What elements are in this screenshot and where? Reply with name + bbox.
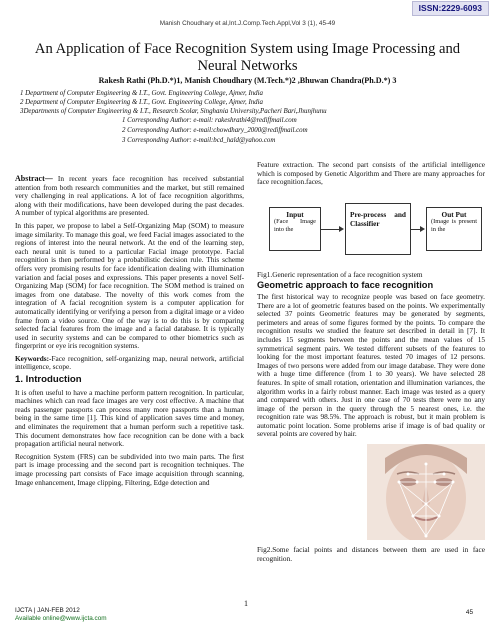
output-box-title: Out Put: [441, 209, 467, 219]
paper-title: An Application of Face Recognition System using Image Processing and Neural Networks: [34, 41, 461, 74]
arrow-head-1: [339, 226, 344, 232]
abstract-text-2: In this paper, we propose to label a Self-Organizing Map (SOM) to measure image similarity. To manage this goal, we feed Facial images associated to the regions of interest into the neural network. At the end of the learning step, each neural unit is tuned to a particular Facial image prototype. Facial recognition is then performed by a probabilistic decision rule. This scheme offers very promising results for face identification dealing with illumination variation and facial poses and expressions. This paper presents a novel Self-Organizing Map (SOM) for face recognition. The SOM method is trained on images from one database. The novelty of this work comes from the integration of A facial recognition system is a computer application for automatically identifying or verifying a person from a digital image or a video frame from a video source. One of the way is to do this is by comparing selected facial features from the image and a facial database. It is typically used in security systems and can be compared to other biometrics such as fingerprint or eye iris recognition systems.: [15, 220, 244, 351]
right-paragraph-1: Feature extraction. The second part consists of the artificial intelligence which is composed by Genetic Algorithm and There are many approaches for face recognition.faces,: [257, 160, 485, 187]
affiliation-1: 1 Department of Computer Engineering & I.T., Govt. Engineering College, Ajmer, India: [20, 90, 263, 97]
corresponding-author-3: 3 Corresponding Author: e-mail:bcd_hald@yahoo.com: [122, 137, 276, 144]
section-heading-geometric: Geometric approach to face recognition: [257, 280, 434, 291]
figure-1-caption: Fig1.Generic representation of a face recognition system: [257, 269, 423, 279]
keywords-text: Face recognition, self-organizing map, neural network, artificial intelligence, scope.: [15, 353, 244, 372]
footer-left: [15, 607, 107, 623]
affiliation-2: 2 Department of Computer Engineering & I.T., Govt. Engineering College, Ajmer, India: [20, 99, 263, 106]
right-column: [257, 161, 485, 443]
footer-journal: IJCTA | JAN-FEB 2012: [15, 607, 80, 614]
author-line: Rakesh Rathi (Ph.D.*)1, Manish Choudhary (M.Tech.*)2 ,Bhuwan Chandra(Ph.D.*) 3: [98, 76, 397, 85]
output-box: [426, 207, 482, 251]
keywords-label: Keywords:-: [15, 353, 52, 363]
arrow-input-to-process: [321, 229, 340, 230]
issn-badge: ISSN:2229-6093: [412, 1, 489, 16]
left-column: [15, 175, 244, 491]
input-box-title: Input: [286, 209, 304, 219]
intro-paragraph-2: Recognition System (FRS) can be subdivided into two main parts. The first part is image processing and the second part is recognition techniques. The image processing part consists of Face image acquisition through scanning, Image enhancement, Image clipping, Filtering, Edge detection and: [15, 451, 244, 487]
input-box-text: (Face Image into the: [274, 218, 316, 233]
preprocess-classifier-box: Pre-process and Classifier: [345, 203, 411, 255]
running-head: Manish Choudhary et al,Int.J.Comp.Tech.Appl,Vol 3 (1), 45-49: [159, 20, 336, 27]
footer-center-page: 1: [244, 599, 248, 608]
intro-paragraph-1: It is often useful to have a machine perform pattern recognition. In particular, machines which can read face images are very cost effective. A machine that reads passenger passports can process many more passports than a human being in the same time [1]. This kind of application saves time and money, and eliminates the requirement that a human perform such a repetitive task. This document demonstrates how face recognition can be done with a back propagation artificial neural network.: [15, 387, 244, 449]
abstract-paragraph: [15, 175, 244, 218]
top-bar: [0, 0, 495, 12]
corresponding-author-1: 1 Corresponding Author: e-mail: rakeshrathi4@rediffmail.com: [122, 117, 297, 124]
figure-2-caption: Fig2.Some facial points and distances between them are used in face recognition.: [257, 545, 485, 563]
keywords-paragraph: [15, 355, 244, 372]
corresponding-author-2: 2 Corresponding Author: e-mail:chowdhary_2000@rediffmail.com: [122, 127, 308, 134]
footer-page-number: 45: [465, 609, 473, 616]
output-box-text: (Image is present in the: [431, 218, 477, 233]
input-box: [269, 207, 321, 251]
section-heading-introduction: 1. Introduction: [15, 374, 82, 386]
footer-available-link[interactable]: Available online@www.ijcta.com: [15, 615, 107, 622]
abstract-label: Abstract—: [15, 174, 53, 183]
facial-points-figure: [367, 444, 485, 540]
arrow-head-2: [420, 226, 425, 232]
face-recognition-system-diagram: [257, 195, 485, 269]
abstract-text-1: In recent years face recognition has received substantial attention from both research communities and the market, but still remained very challenging in real applications. A lot of face recognition algorithms, along with their modifications, have been developed during the past decades. A number of typical algorithms are presented.: [15, 174, 245, 218]
affiliation-3: 3Departments of Computer Engineering & I.T., Research Scolar, Singhania University,Pacheri Bari,Jhunjhunu: [20, 108, 327, 115]
geometric-paragraph: The first historical way to recognize people was based on face geometry. There are a lot of geometric features based on the points. We experimentally selected 37 points Geometric features may be generated by segments, perimeters and areas of some figures formed by the points. To compare the recognition results we studied the feature set described in detail in [7]. It includes 15 segments between the points and the mean values of 15 symmetrical segment pairs. We tested different subsets of the features to looking for the most important features. tested 70 images of 12 persons. Images of two persons were added from our image database. They were done with a huge time difference (from 1 to 30 years). We have selected 28 features. In spite of small rotation, orientation and illumination variances, the algorithm works in a fairly robust manner. Each image was tested as a query and compared with others. Just in one case of 70 tests there were no any image of the person in the query through the 5 nearest ones, i.e. the recognition rate was 98.5%. The approach is robust, but it main problem is automatic point location. Some problems arise if image is of bad quality or several points are covered by hair.: [257, 291, 485, 439]
